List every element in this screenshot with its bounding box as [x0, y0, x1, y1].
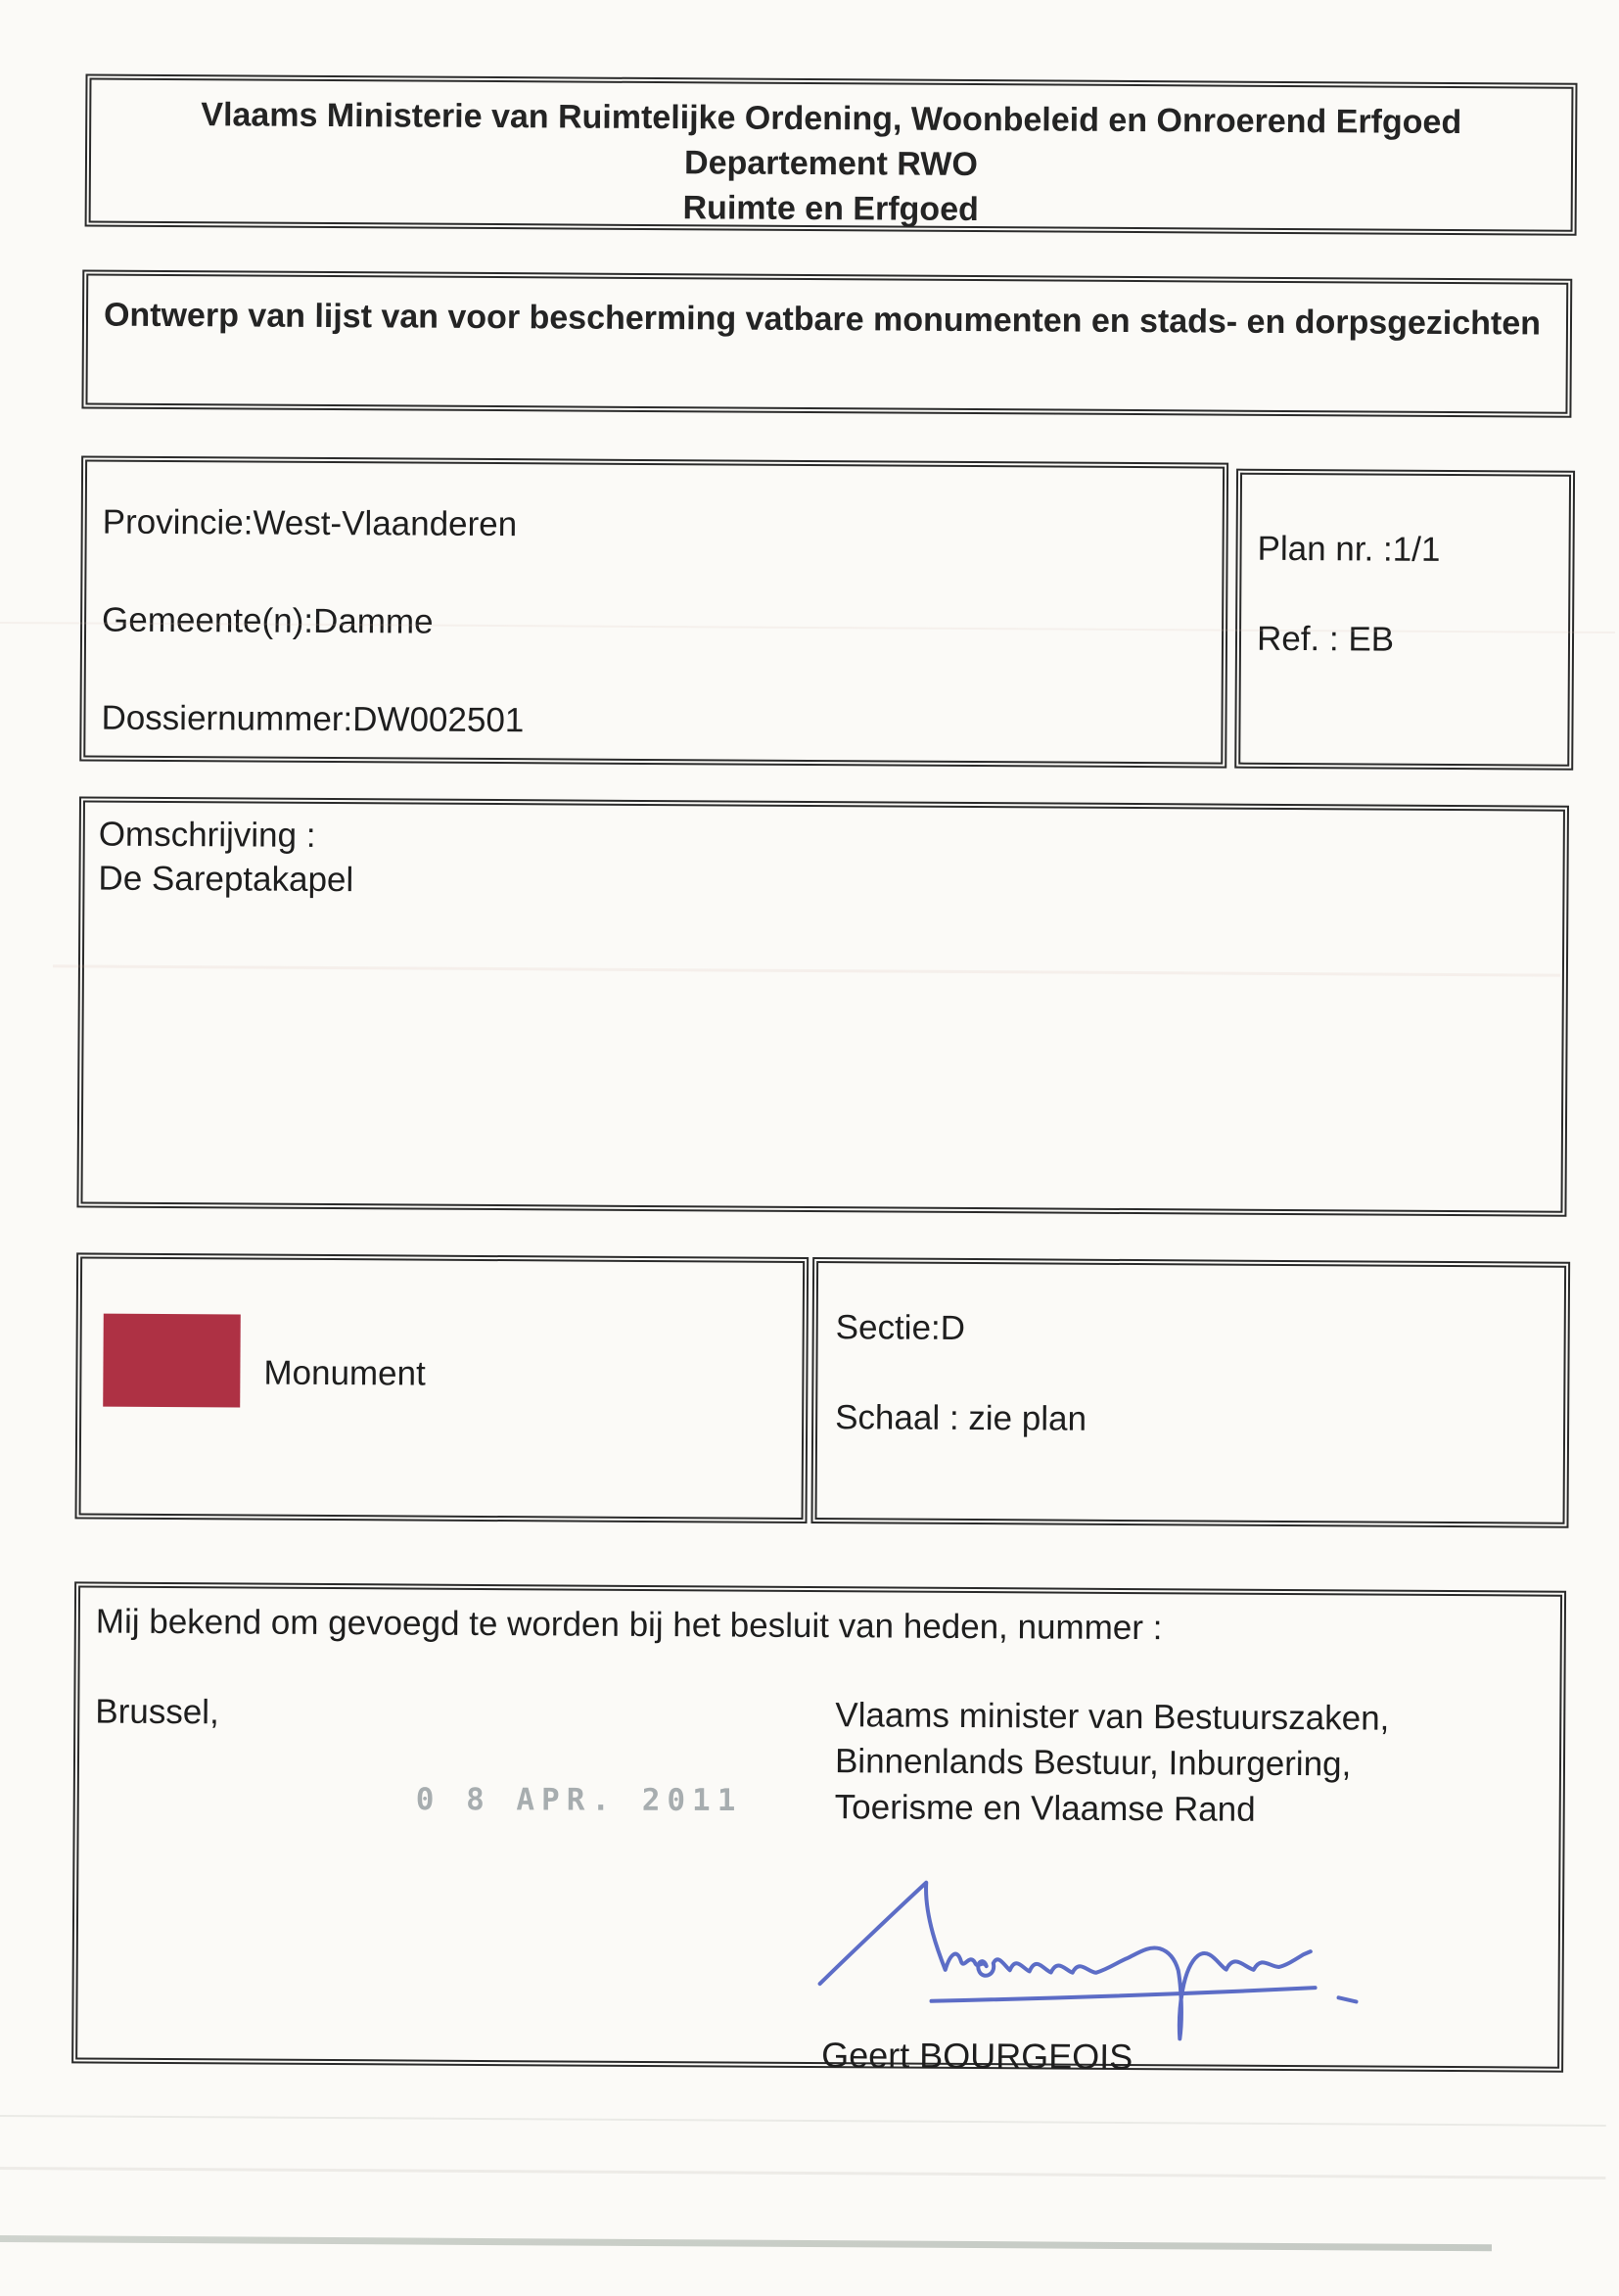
date-stamp: 0 8 APR. 2011 [415, 1782, 743, 1819]
sectie-line: Sectie:D [835, 1308, 966, 1347]
omschrijving-value: De Sareptakapel [98, 859, 354, 900]
dossier-info-box [79, 455, 1228, 768]
minister-title-line: Vlaams minister van Bestuurszaken, [835, 1696, 1390, 1738]
place-line: Brussel, [95, 1692, 219, 1732]
plan-info-box [1234, 469, 1575, 771]
document-title: Ontwerp van lijst van voor bescherming vatbare monumenten en stads- en dorpsgezichten [103, 296, 1542, 343]
monument-color-swatch-icon [103, 1314, 241, 1408]
department-name: Departement RWO [683, 144, 978, 184]
besluit-box [71, 1581, 1566, 2078]
besluit-intro: Mij bekend om gevoegd te worden bij het besluit van heden, nummer : [95, 1602, 1163, 1648]
gemeente-line: Gemeente(n):Damme [102, 600, 434, 641]
monument-legend-label: Monument [263, 1353, 426, 1393]
schaal-line: Schaal : zie plan [835, 1398, 1087, 1438]
scan-artifact-line [0, 2167, 1605, 2179]
agency-name: Ruimte en Erfgoed [682, 189, 979, 229]
ref-line: Ref. : EB [1256, 619, 1395, 659]
omschrijving-box [76, 796, 1569, 1216]
dossiernummer-line: Dossiernummer:DW002501 [101, 698, 525, 740]
provincie-line: Provincie:West-Vlaanderen [102, 502, 518, 544]
ministry-name: Vlaams Ministerie van Ruimtelijke Ordening, Woonbeleid en Onroerend Erfgoed [201, 96, 1462, 142]
document-title-box [81, 269, 1572, 417]
plan-nr-line: Plan nr. :1/1 [1257, 529, 1441, 569]
legend-box [75, 1252, 810, 1523]
kadaster-box [810, 1257, 1570, 1528]
signature-ink-icon [813, 1874, 1363, 2048]
omschrijving-label: Omschrijving : [98, 815, 316, 855]
scan-artifact-line [0, 2115, 1606, 2127]
scan-artifact-band [0, 2235, 1492, 2251]
ministry-header-box [85, 73, 1578, 235]
minister-title-block [835, 1692, 1390, 1833]
signatory-name: Geert BOURGEOIS [821, 2035, 1133, 2078]
minister-title-line: Binnenlands Bestuur, Inburgering, [834, 1742, 1352, 1784]
signature [813, 1874, 1363, 2048]
minister-title-line: Toerisme en Vlaamse Rand [834, 1788, 1256, 1829]
